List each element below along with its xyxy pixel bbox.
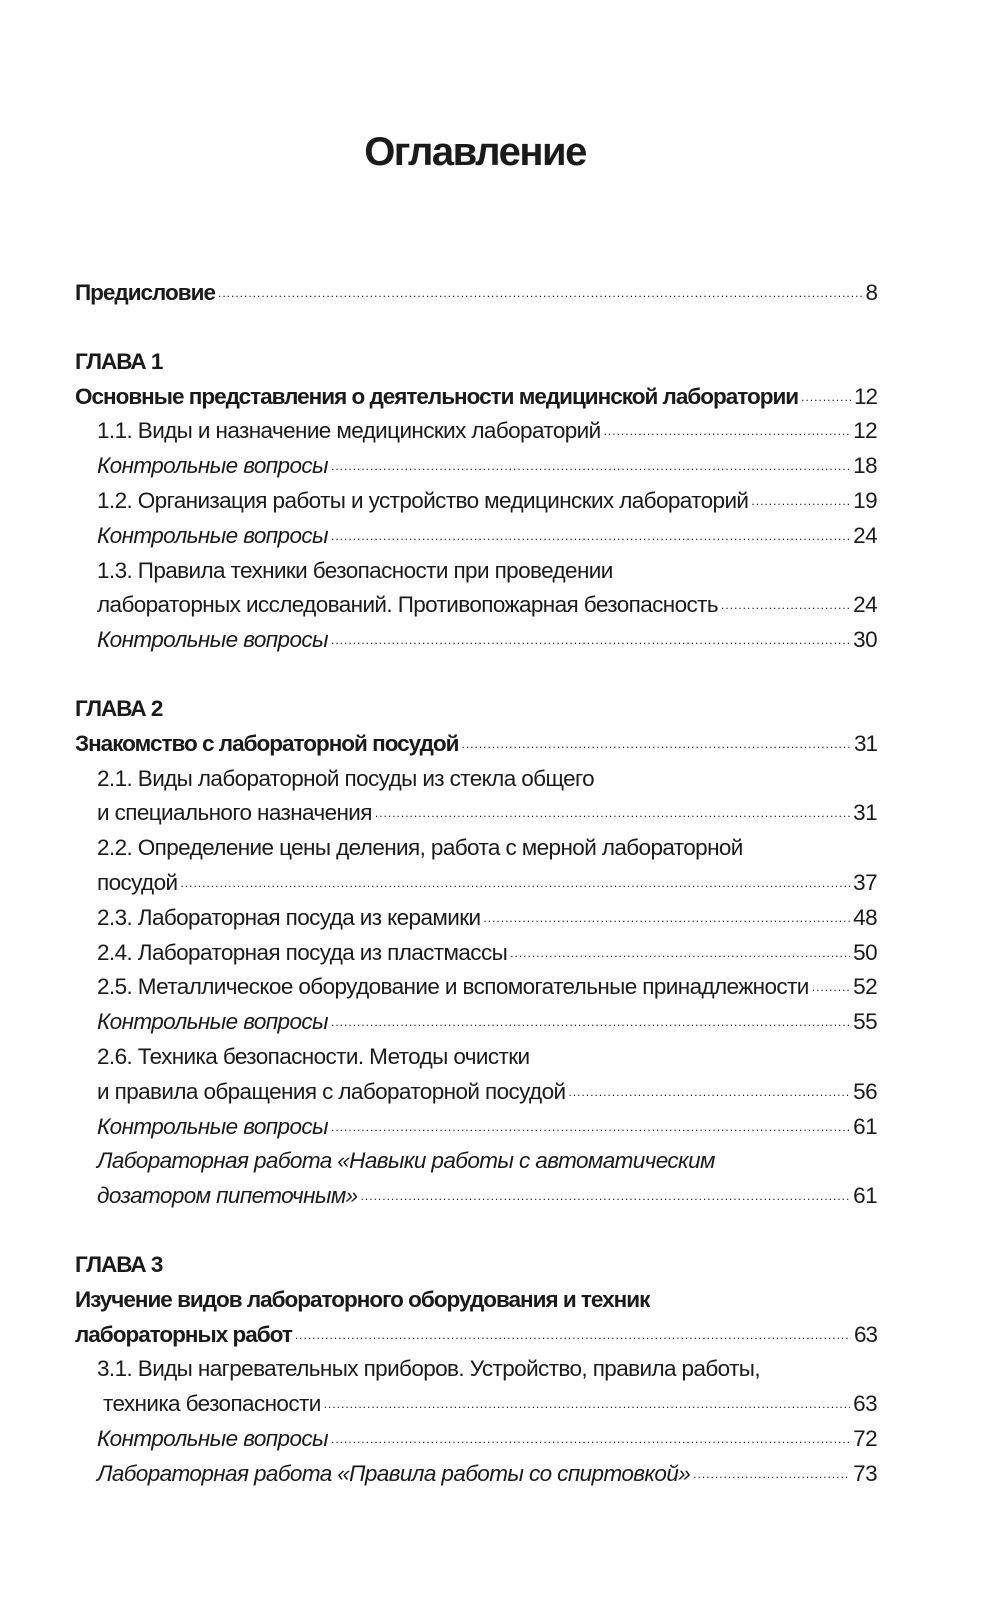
chapter-heading: ГЛАВА 1 — [75, 348, 163, 374]
dot-leader — [331, 1422, 850, 1457]
toc-entry-line[interactable] — [75, 449, 877, 484]
toc-entry-line[interactable] — [75, 1110, 877, 1145]
toc-entry-line[interactable] — [75, 276, 877, 311]
toc-entry-line[interactable] — [75, 1075, 877, 1110]
toc-entry-line[interactable] — [75, 762, 877, 797]
dot-leader — [218, 276, 863, 311]
toc-entry-text: и специального назначения — [97, 800, 372, 826]
page-number: 24 — [853, 592, 877, 618]
page-number: 63 — [853, 1391, 877, 1417]
dot-leader — [812, 970, 850, 1005]
toc-entry-text: дозатором пипеточным» — [97, 1183, 358, 1209]
page-title: Оглавление — [364, 130, 586, 174]
page-number: 52 — [853, 974, 877, 1000]
dot-leader — [568, 1075, 850, 1110]
page-number: 24 — [853, 522, 877, 548]
toc-entry-text: лабораторных исследований. Противопожарная безопасность — [97, 592, 718, 618]
toc-entry-line[interactable] — [75, 380, 877, 415]
toc-entry-text: Основные представления о деятельности медицинской лаборатории — [75, 383, 799, 409]
dot-leader — [801, 380, 851, 415]
toc-entry-line[interactable] — [75, 866, 877, 901]
toc-entry-text: лабораторных работ — [75, 1321, 292, 1347]
dot-leader — [295, 1318, 851, 1353]
toc-entry-text: 2.4. Лабораторная посуда из пластмассы — [97, 939, 508, 965]
dot-leader — [721, 588, 850, 623]
dot-leader — [375, 796, 850, 831]
toc-entry-line[interactable] — [75, 796, 877, 831]
toc-entry-line[interactable] — [75, 519, 877, 554]
toc-entry-line[interactable] — [75, 901, 877, 936]
toc-entry-line[interactable] — [75, 1457, 877, 1492]
toc-entry-line[interactable] — [75, 970, 877, 1005]
dot-leader — [331, 519, 850, 554]
toc-entry-text: 1.2. Организация работы и устройство медицинских лабораторий — [97, 487, 749, 513]
toc-entry-line[interactable] — [75, 1387, 877, 1422]
toc-entry-line[interactable] — [75, 588, 877, 623]
dot-leader — [461, 727, 850, 762]
toc-entry-text: Изучение видов лабораторного оборудования и техник — [75, 1286, 650, 1312]
dot-leader — [331, 1110, 850, 1145]
toc-entry-line[interactable] — [75, 1179, 877, 1214]
page-number: 55 — [853, 1009, 877, 1035]
toc-entry-text: 1.1. Виды и назначение медицинских лабораторий — [97, 418, 601, 444]
toc-entry-text: Контрольные вопросы — [97, 522, 328, 548]
toc-entry-text: Контрольные вопросы — [97, 1425, 328, 1451]
page-number: 56 — [853, 1078, 877, 1104]
chapter-heading: ГЛАВА 3 — [75, 1251, 163, 1277]
page-number: 48 — [853, 904, 877, 930]
toc-entry-text: Контрольные вопросы — [97, 1009, 328, 1035]
dot-leader — [604, 414, 851, 449]
toc-entry-text: посудой — [97, 869, 178, 895]
page-number: 18 — [853, 453, 877, 479]
toc-entry-line[interactable] — [75, 727, 877, 762]
page-number: 31 — [853, 730, 877, 756]
section-gap — [75, 311, 877, 345]
page-number: 8 — [865, 280, 877, 305]
page-number: 73 — [853, 1460, 877, 1486]
toc-entry-line[interactable] — [75, 1005, 877, 1040]
toc-entry-text: 2.3. Лабораторная посуда из керамики — [97, 904, 481, 930]
page-number: 12 — [853, 418, 877, 444]
table-of-contents — [75, 276, 877, 1492]
page-number: 63 — [853, 1321, 877, 1347]
toc-entry-text: Лабораторная работа «Правила работы со спиртовкой» — [97, 1460, 691, 1486]
page-number: 37 — [853, 869, 877, 895]
page-number: 19 — [853, 487, 877, 513]
page-number: 12 — [853, 383, 877, 409]
page-number: 50 — [853, 939, 877, 965]
toc-entry-line[interactable] — [75, 1144, 877, 1179]
toc-entry-text: 2.6. Техника безопасности. Методы очистки — [97, 1043, 530, 1069]
toc-entry-text: 2.5. Металлическое оборудование и вспомогательные принадлежности — [97, 974, 809, 1000]
dot-leader — [483, 901, 850, 936]
dot-leader — [751, 484, 850, 519]
page-number: 31 — [853, 800, 877, 826]
toc-entry-text: и правила обращения с лабораторной посудой — [97, 1078, 566, 1104]
toc-entry-text: Предисловие — [75, 280, 215, 305]
toc-entry-text: Контрольные вопросы — [97, 453, 328, 479]
toc-entry-text: 3.1. Виды нагревательных приборов. Устройство, правила работы, — [97, 1356, 761, 1382]
toc-entry-text: 2.2. Определение цены деления, работа с мерной лабораторной — [97, 835, 743, 861]
toc-entry-line[interactable] — [75, 831, 877, 866]
toc-entry-line[interactable] — [75, 484, 877, 519]
page-number: 61 — [853, 1183, 877, 1209]
toc-entry-text: Лабораторная работа «Навыки работы с автоматическим — [97, 1148, 715, 1174]
toc-entry-line[interactable] — [75, 1318, 877, 1353]
page-number: 30 — [853, 627, 877, 653]
toc-entry-text: 1.3. Правила техники безопасности при проведении — [97, 557, 613, 583]
dot-leader — [510, 936, 850, 971]
toc-entry-text: Контрольные вопросы — [97, 1113, 328, 1139]
toc-entry-line[interactable] — [75, 1352, 877, 1387]
section-gap — [75, 658, 877, 692]
page-number: 61 — [853, 1113, 877, 1139]
toc-entry-line[interactable] — [75, 623, 877, 658]
toc-entry-text: Контрольные вопросы — [97, 627, 328, 653]
dot-leader — [324, 1387, 851, 1422]
toc-entry-line[interactable] — [75, 554, 877, 589]
section-gap — [75, 1214, 877, 1248]
dot-leader — [180, 866, 850, 901]
toc-entry-line[interactable] — [75, 1040, 877, 1075]
dot-leader — [331, 623, 850, 658]
dot-leader — [331, 1005, 850, 1040]
page-number: 72 — [853, 1425, 877, 1451]
toc-entry-line[interactable] — [75, 414, 877, 449]
dot-leader — [331, 449, 850, 484]
toc-entry-line[interactable] — [75, 1283, 877, 1318]
toc-entry-text: техника безопасности — [103, 1391, 321, 1417]
dot-leader — [361, 1179, 851, 1214]
toc-entry-line[interactable] — [75, 936, 877, 971]
toc-entry-text: Знакомство с лабораторной посудой — [75, 730, 459, 756]
toc-entry-line[interactable] — [75, 1422, 877, 1457]
dot-leader — [693, 1457, 850, 1492]
toc-entry-text: 2.1. Виды лабораторной посуды из стекла общего — [97, 765, 595, 791]
chapter-heading: ГЛАВА 2 — [75, 695, 163, 721]
